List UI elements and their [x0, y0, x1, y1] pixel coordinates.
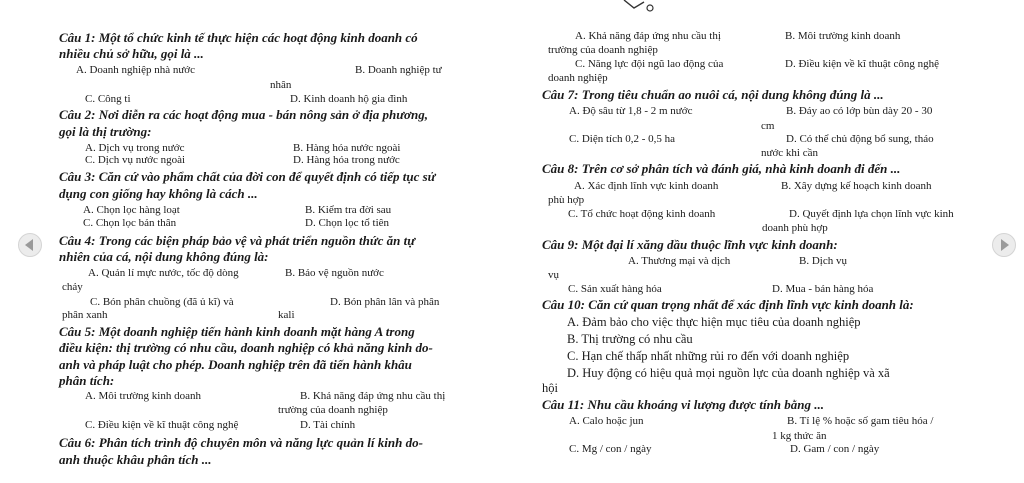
- q7-stem: Câu 7: Trong tiêu chuẩn ao nuôi cá, nội dung không đúng là ...: [542, 87, 884, 102]
- q10-option-a: A. Đảm bảo cho việc thực hiện mục tiêu của doanh nghiệp: [567, 315, 861, 329]
- q2-stem-line2: gọi là thị trường:: [59, 124, 152, 139]
- q8-option-c: C. Tổ chức hoạt động kinh doanh: [568, 208, 716, 220]
- q1-option-b-cont: nhân: [270, 79, 292, 91]
- q4-option-a: A. Quản lí mực nước, tốc độ dòng: [88, 267, 239, 279]
- q2-option-c: C. Dịch vụ nước ngoài: [85, 154, 186, 166]
- prev-page-button[interactable]: [18, 233, 42, 257]
- q11-option-d: D. Gam / con / ngày: [790, 443, 880, 455]
- q3-stem-line1: Câu 3: Căn cứ vào phẩm chất của đời con để quyết định có tiếp tục sử: [59, 169, 436, 184]
- q11-option-a: A. Calo hoặc jun: [569, 415, 644, 427]
- q1-stem-line1: Câu 1: Một tổ chức kinh tế thực hiện các hoạt động kinh doanh có: [59, 30, 418, 45]
- q5-stem-line2: điều kiện: thị trường có nhu cầu, doanh nghiệp có khả năng kinh do-: [59, 340, 433, 355]
- q10-option-b: B. Thị trường có nhu cầu: [567, 332, 693, 346]
- q8-option-a-cont: phù hợp: [548, 194, 585, 206]
- q7-option-a: A. Độ sâu từ 1,8 - 2 m nước: [569, 105, 693, 117]
- pen-mark-icon: [620, 0, 660, 16]
- q8-option-d: D. Quyết định lựa chọn lĩnh vực kinh: [789, 208, 954, 220]
- q4-option-d-cont: kali: [278, 309, 295, 321]
- q6-option-c: C. Năng lực đội ngũ lao động của: [575, 58, 724, 70]
- q1-stem-line2: nhiều chủ sở hữu, gọi là ...: [59, 46, 204, 61]
- q11-option-b: B. Tỉ lệ % hoặc số gam tiêu hóa /: [787, 415, 934, 427]
- q9-option-a-cont: vụ: [548, 269, 559, 281]
- q5-stem-line4: phân tích:: [59, 373, 115, 388]
- q1-option-b: B. Doanh nghiệp tư: [355, 64, 442, 76]
- q5-stem-line1: Câu 5: Một doanh nghiệp tiến hành kinh doanh mặt hàng A trong: [59, 324, 415, 339]
- q3-option-b: B. Kiểm tra đời sau: [305, 204, 392, 216]
- q3-option-a: A. Chọn lọc hàng loạt: [83, 204, 180, 216]
- q2-stem-line1: Câu 2: Nơi diễn ra các hoạt động mua - bán nông sản ở địa phương,: [59, 107, 428, 122]
- q3-stem-line2: dụng con giống hay không là cách ...: [59, 186, 258, 201]
- q9-option-a: A. Thương mại và dịch: [628, 255, 731, 267]
- q6-option-a: A. Khả năng đáp ứng nhu cầu thị: [575, 30, 721, 42]
- q3-option-c: C. Chọn lọc bản thân: [83, 217, 177, 229]
- q2-option-b: B. Hàng hóa nước ngoài: [293, 142, 401, 154]
- q7-option-d: D. Có thể chủ động bổ sung, tháo: [786, 133, 934, 145]
- q6-option-a-cont: trường của doanh nghiệp: [548, 44, 658, 56]
- q5-option-a: A. Môi trường kinh doanh: [85, 390, 201, 402]
- q10-option-d-cont: hội: [542, 381, 558, 395]
- q5-option-b: B. Khả năng đáp ứng nhu cầu thị: [300, 390, 446, 402]
- q11-stem: Câu 11: Nhu cầu khoáng vi lượng được tính bằng ...: [542, 397, 825, 412]
- q6-option-c-cont: doanh nghiệp: [548, 72, 608, 84]
- q1-option-d: D. Kinh doanh hộ gia đình: [290, 93, 408, 105]
- q5-option-b-cont: trường của doanh nghiệp: [278, 404, 388, 416]
- q7-option-d-cont: nước khi cần: [761, 147, 818, 159]
- q4-option-c: C. Bón phân chuồng (đã ủ kĩ) và: [90, 296, 234, 308]
- next-page-button[interactable]: [992, 233, 1016, 257]
- q4-stem-line1: Câu 4: Trong các biện pháp bảo vệ và phát triển nguồn thức ăn tự: [59, 233, 416, 248]
- chevron-left-icon: [25, 239, 33, 251]
- q9-option-c: C. Sản xuất hàng hóa: [568, 283, 662, 295]
- q1-option-a: A. Doanh nghiệp nhà nước: [76, 64, 196, 76]
- q4-stem-line2: nhiên của cá, nội dung không đúng là:: [59, 249, 269, 264]
- q6-stem-line1: Câu 6: Phân tích trình độ chuyên môn và năng lực quản lí kinh do-: [59, 435, 423, 450]
- q1-option-c: C. Công ti: [85, 93, 131, 105]
- q7-option-c: C. Diện tích 0,2 - 0,5 ha: [569, 133, 676, 145]
- q6-option-d: D. Điều kiện về kĩ thuật công nghệ: [785, 58, 939, 70]
- q8-option-a: A. Xác định lĩnh vực kinh doanh: [574, 180, 719, 192]
- q4-option-d: D. Bón phân lân và phân: [330, 296, 440, 308]
- q9-stem: Câu 9: Một đại lí xăng dầu thuộc lĩnh vực kinh doanh:: [542, 237, 838, 252]
- q11-option-c: C. Mg / con / ngày: [569, 443, 652, 455]
- q10-option-c: C. Hạn chế thấp nhất những rủi ro đến với doanh nghiệp: [567, 349, 850, 363]
- q3-option-d: D. Chọn lọc tổ tiên: [305, 217, 390, 229]
- q4-option-c-cont: phân xanh: [62, 309, 108, 321]
- q8-option-b: B. Xây dựng kế hoạch kinh doanh: [781, 180, 932, 192]
- q4-option-b: B. Bảo vệ nguồn nước: [285, 267, 384, 279]
- q10-stem: Câu 10: Căn cứ quan trọng nhất để xác định lĩnh vực kinh doanh là:: [542, 297, 914, 312]
- q9-option-b: B. Dịch vụ: [799, 255, 847, 267]
- q6-option-b: B. Môi trường kinh doanh: [785, 30, 901, 42]
- q8-option-d-cont: doanh phù hợp: [762, 222, 828, 234]
- q7-option-b: B. Đáy ao có lớp bùn dày 20 - 30: [786, 105, 933, 117]
- q7-option-b-cont: cm: [761, 120, 775, 132]
- q4-option-a-cont: chảy: [62, 281, 83, 293]
- q9-option-d: D. Mua - bán hàng hóa: [772, 283, 874, 295]
- q5-option-d: D. Tài chính: [300, 419, 356, 431]
- q2-option-d: D. Hàng hóa trong nước: [293, 154, 400, 166]
- q8-stem: Câu 8: Trên cơ sở phân tích và đánh giá, nhà kinh doanh đi đến ...: [542, 161, 901, 176]
- q5-stem-line3: anh và pháp luật cho phép. Doanh nghiệp trên đã tiến hành khâu: [59, 357, 412, 372]
- q2-option-a: A. Dịch vụ trong nước: [85, 142, 185, 154]
- q11-option-b-cont: 1 kg thức ăn: [772, 430, 827, 442]
- q10-option-d: D. Huy động có hiệu quả mọi nguồn lực của doanh nghiệp và xã: [567, 366, 890, 380]
- chevron-right-icon: [1001, 239, 1009, 251]
- q6-stem-line2: anh thuộc khâu phân tích ...: [59, 452, 212, 467]
- q5-option-c: C. Điều kiện về kĩ thuật công nghệ: [85, 419, 239, 431]
